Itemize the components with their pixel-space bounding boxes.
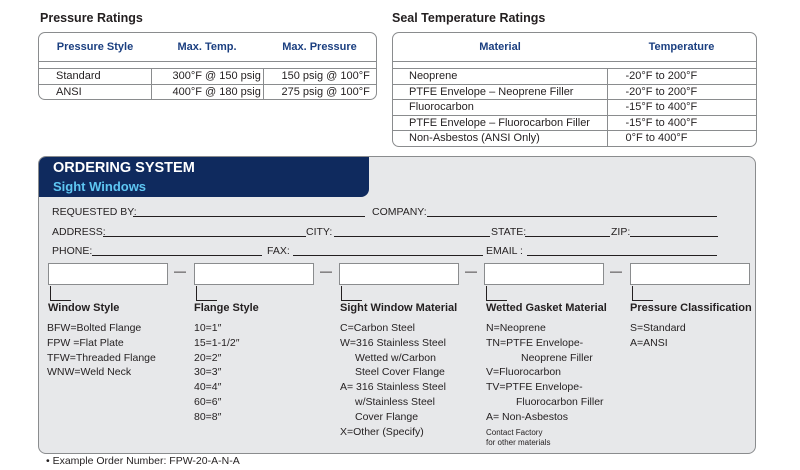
list-item: FPW =Flat Plate xyxy=(47,336,124,349)
code-separator: — xyxy=(320,264,332,278)
seal-cell: -15°F to 400°F xyxy=(607,115,756,131)
window-style-options xyxy=(47,321,156,380)
list-item: Neoprene Filler xyxy=(521,351,593,364)
connector-line xyxy=(196,286,217,301)
list-item: A= Non-Asbestos xyxy=(486,410,569,423)
connector-line xyxy=(632,286,653,301)
seal-temperature-table xyxy=(392,32,757,147)
table-row xyxy=(393,100,756,116)
company-field[interactable] xyxy=(427,216,717,217)
pressure-header-temp: Max. Temp. xyxy=(151,33,263,62)
window-style-code-box[interactable] xyxy=(48,263,168,285)
list-item: W=316 Stainless Steel xyxy=(340,336,446,349)
requested-by-label: REQUESTED BY: xyxy=(52,206,137,218)
connector-line xyxy=(341,286,362,301)
sight-window-material-code-box[interactable] xyxy=(339,263,459,285)
seal-cell: 0°F to 400°F xyxy=(607,131,756,146)
state-label: STATE: xyxy=(491,226,527,238)
table-row xyxy=(393,69,756,85)
note-line: for other materials xyxy=(486,437,551,447)
zip-label: ZIP: xyxy=(611,226,631,238)
table-row xyxy=(39,84,376,99)
pressure-ratings-title: Pressure Ratings xyxy=(40,11,143,25)
pressure-header-style: Pressure Style xyxy=(39,33,151,62)
code-separator: — xyxy=(465,264,477,278)
city-field[interactable] xyxy=(334,236,490,237)
ordering-subtitle: Sight Windows xyxy=(53,179,147,194)
contact-factory-note xyxy=(486,428,604,448)
pressure-classification-heading: Pressure Classification xyxy=(630,302,752,314)
list-item: A=ANSI xyxy=(630,336,668,349)
list-item: 20=2″ xyxy=(194,351,222,364)
list-item: X=Other (Specify) xyxy=(340,425,424,438)
list-item: 15=1-1/2″ xyxy=(194,336,240,349)
list-item: 40=4″ xyxy=(194,381,222,394)
seal-cell: -15°F to 400°F xyxy=(607,100,756,116)
connector-line xyxy=(486,286,507,301)
window-style-heading: Window Style xyxy=(48,302,120,314)
seal-cell: Neoprene xyxy=(393,69,607,85)
flange-style-heading: Flange Style xyxy=(194,302,259,314)
pressure-cell: 275 psig @ 100°F xyxy=(263,84,376,99)
seal-header-temperature: Temperature xyxy=(607,33,756,62)
pressure-classification-options xyxy=(630,321,686,351)
pressure-cell: 150 psig @ 100°F xyxy=(263,69,376,85)
list-item: BFW=Bolted Flange xyxy=(47,322,142,334)
pressure-cell: ANSI xyxy=(39,84,151,99)
list-item: TFW=Threaded Flange xyxy=(47,351,156,364)
table-row xyxy=(39,69,376,85)
list-item: 60=6″ xyxy=(194,395,222,408)
wetted-gasket-material-options xyxy=(486,321,604,448)
list-item: A= 316 Stainless Steel xyxy=(340,381,446,394)
flange-style-options xyxy=(194,321,239,425)
list-item: w/Stainless Steel xyxy=(355,395,435,408)
seal-temperature-title: Seal Temperature Ratings xyxy=(392,11,546,25)
ordering-title: ORDERING SYSTEM xyxy=(53,160,195,176)
pressure-header-pressure: Max. Pressure xyxy=(263,33,376,62)
list-item: Wetted w/Carbon xyxy=(355,351,436,364)
sight-window-material-options xyxy=(340,321,446,439)
list-item: Steel Cover Flange xyxy=(355,366,445,379)
list-item: TV=PTFE Envelope- xyxy=(486,381,583,394)
company-label: COMPANY: xyxy=(372,206,427,218)
list-item: 10=1″ xyxy=(194,322,222,334)
seal-cell: -20°F to 200°F xyxy=(607,69,756,85)
list-item: WNW=Weld Neck xyxy=(47,366,132,379)
ordering-banner xyxy=(39,157,369,197)
address-field[interactable] xyxy=(103,236,306,237)
example-order-number: • Example Order Number: FPW-20-A-N-A xyxy=(46,455,240,467)
list-item: Fluorocarbon Filler xyxy=(516,395,604,408)
flange-style-code-box[interactable] xyxy=(194,263,314,285)
address-label: ADDRESS: xyxy=(52,226,106,238)
list-item: TN=PTFE Envelope- xyxy=(486,336,584,349)
table-row xyxy=(393,131,756,146)
pressure-cell: 400°F @ 180 psig xyxy=(151,84,263,99)
zip-field[interactable] xyxy=(630,236,718,237)
city-label: CITY: xyxy=(306,226,333,238)
note-line: Contact Factory xyxy=(486,427,543,437)
state-field[interactable] xyxy=(525,236,610,237)
table-row xyxy=(393,84,756,100)
pressure-classification-code-box[interactable] xyxy=(630,263,750,285)
phone-label: PHONE: xyxy=(52,245,93,257)
list-item: Cover Flange xyxy=(355,410,419,423)
seal-header-material: Material xyxy=(393,33,607,62)
list-item: N=Neoprene xyxy=(486,322,546,334)
connector-line xyxy=(50,286,71,301)
requested-by-field[interactable] xyxy=(133,216,365,217)
table-row xyxy=(393,115,756,131)
wetted-gasket-material-code-box[interactable] xyxy=(484,263,604,285)
wetted-gasket-material-heading: Wetted Gasket Material xyxy=(486,302,607,314)
seal-cell: PTFE Envelope – Neoprene Filler xyxy=(393,84,607,100)
seal-cell: Non-Asbestos (ANSI Only) xyxy=(393,131,607,146)
list-item: S=Standard xyxy=(630,322,686,334)
seal-cell: -20°F to 200°F xyxy=(607,84,756,100)
seal-cell: Fluorocarbon xyxy=(393,100,607,116)
pressure-ratings-table xyxy=(38,32,377,100)
list-item: V=Fluorocarbon xyxy=(486,366,562,379)
code-separator: — xyxy=(610,264,622,278)
seal-cell: PTFE Envelope – Fluorocarbon Filler xyxy=(393,115,607,131)
sight-window-material-heading: Sight Window Material xyxy=(340,302,458,314)
fax-label: FAX: xyxy=(267,245,290,257)
list-item: 30=3″ xyxy=(194,366,222,379)
list-item: 80=8″ xyxy=(194,410,222,423)
pressure-cell: 300°F @ 150 psig xyxy=(151,69,263,85)
email-label: EMAIL : xyxy=(486,245,523,257)
phone-field[interactable] xyxy=(92,255,262,256)
list-item: C=Carbon Steel xyxy=(340,322,416,334)
code-separator: — xyxy=(174,264,186,278)
fax-field[interactable] xyxy=(293,255,483,256)
pressure-cell: Standard xyxy=(39,69,151,85)
email-field[interactable] xyxy=(527,255,717,256)
